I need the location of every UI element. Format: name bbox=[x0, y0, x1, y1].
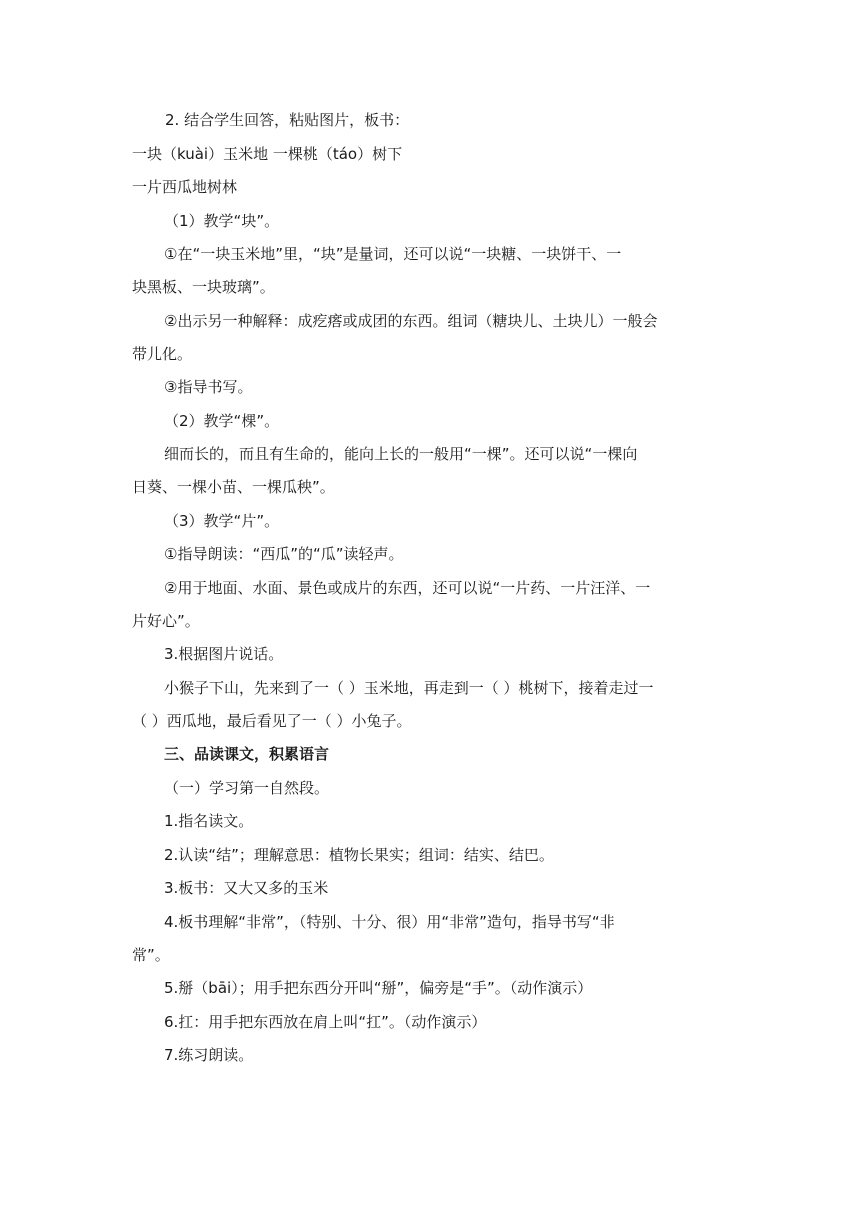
study-paragraph-1-heading: （一）学习第一自然段。 bbox=[164, 778, 330, 797]
kuai-explanation-1-line-2: 块黑板、一块玻璃”。 bbox=[132, 278, 275, 296]
fill-in-exercise-line-1: 小猴子下山，先来到了一（ ）玉米地，再走到一（ ）桃树下，接着走过一 bbox=[164, 678, 654, 697]
item-4-feichang bbox=[132, 912, 732, 965]
board-words-line-1: 一块（kuài）玉米地 一棵桃（táo）树下 bbox=[132, 144, 403, 163]
item-3-board-corn: 3.板书：又大又多的玉米 bbox=[164, 879, 329, 897]
step-3-speak-from-pictures: 3.根据图片说话。 bbox=[164, 645, 284, 663]
fill-in-exercise bbox=[132, 678, 732, 731]
fill-in-exercise-line-2: （ ）西瓜地，最后看见了一（ ）小兔子。 bbox=[132, 711, 412, 730]
pian-explanation-line-1: ②用于地面、水面、景色或成片的东西，还可以说“一片药、一片汪洋、一 bbox=[164, 578, 651, 597]
pian-explanation bbox=[132, 578, 732, 631]
board-words-line-2: 一片西瓜地树林 bbox=[132, 178, 238, 196]
item-5-bai: 5.掰（bāi）；用手把东西分开叫“掰”，偏旁是“手”。（动作演示） bbox=[164, 979, 593, 997]
teach-pian-heading: （3）教学“片”。 bbox=[164, 511, 280, 530]
pian-reading-guide: ①指导朗读：“西瓜”的“瓜”读轻声。 bbox=[164, 545, 404, 563]
kuai-explanation-1 bbox=[132, 244, 732, 297]
teach-ke-heading: （2）教学“棵”。 bbox=[164, 411, 280, 430]
kuai-explanation-1-line-1: ①在“一块玉米地”里，“块”是量词，还可以说“一块糖、一块饼干、一 bbox=[164, 245, 622, 263]
item-6-kang: 6.扛：用手把东西放在肩上叫“扛”。（动作演示） bbox=[164, 1012, 487, 1031]
item-4-feichang-line-1: 4.板书理解“非常”，（特别、十分、很）用“非常”造句，指导书写“非 bbox=[164, 912, 615, 931]
step-2-paste-pictures: 2. 结合学生回答，粘贴图片，板书： bbox=[165, 111, 410, 129]
item-7-practice-reading: 7.练习朗读。 bbox=[164, 1046, 254, 1064]
document-body bbox=[132, 110, 732, 1079]
kuai-writing-guide: ③指导书写。 bbox=[164, 378, 253, 396]
item-4-feichang-line-2: 常”。 bbox=[132, 945, 170, 964]
item-2-recognize-jie: 2.认读“结”；理解意思：植物长果实；组词：结实、结巴。 bbox=[164, 845, 554, 864]
ke-explanation-line-2: 日葵、一棵小苗、一棵瓜秧”。 bbox=[132, 478, 335, 496]
kuai-explanation-2-line-1: ②出示另一种解释：成疙瘩或成团的东西。组词（糖块儿、土块儿）一般会 bbox=[164, 311, 658, 330]
kuai-explanation-2-line-2: 带儿化。 bbox=[132, 344, 193, 363]
item-1-read-aloud: 1.指名读文。 bbox=[164, 812, 254, 830]
teach-kuai-heading: （1）教学“块”。 bbox=[164, 211, 280, 230]
kuai-explanation-2 bbox=[132, 311, 732, 364]
pian-explanation-line-2: 片好心”。 bbox=[132, 611, 200, 630]
ke-explanation bbox=[132, 444, 732, 497]
section-3-heading: 三、品读课文，积累语言 bbox=[164, 745, 330, 763]
ke-explanation-line-1: 细而长的，而且有生命的，能向上长的一般用“一棵”。还可以说“一棵向 bbox=[164, 445, 638, 463]
